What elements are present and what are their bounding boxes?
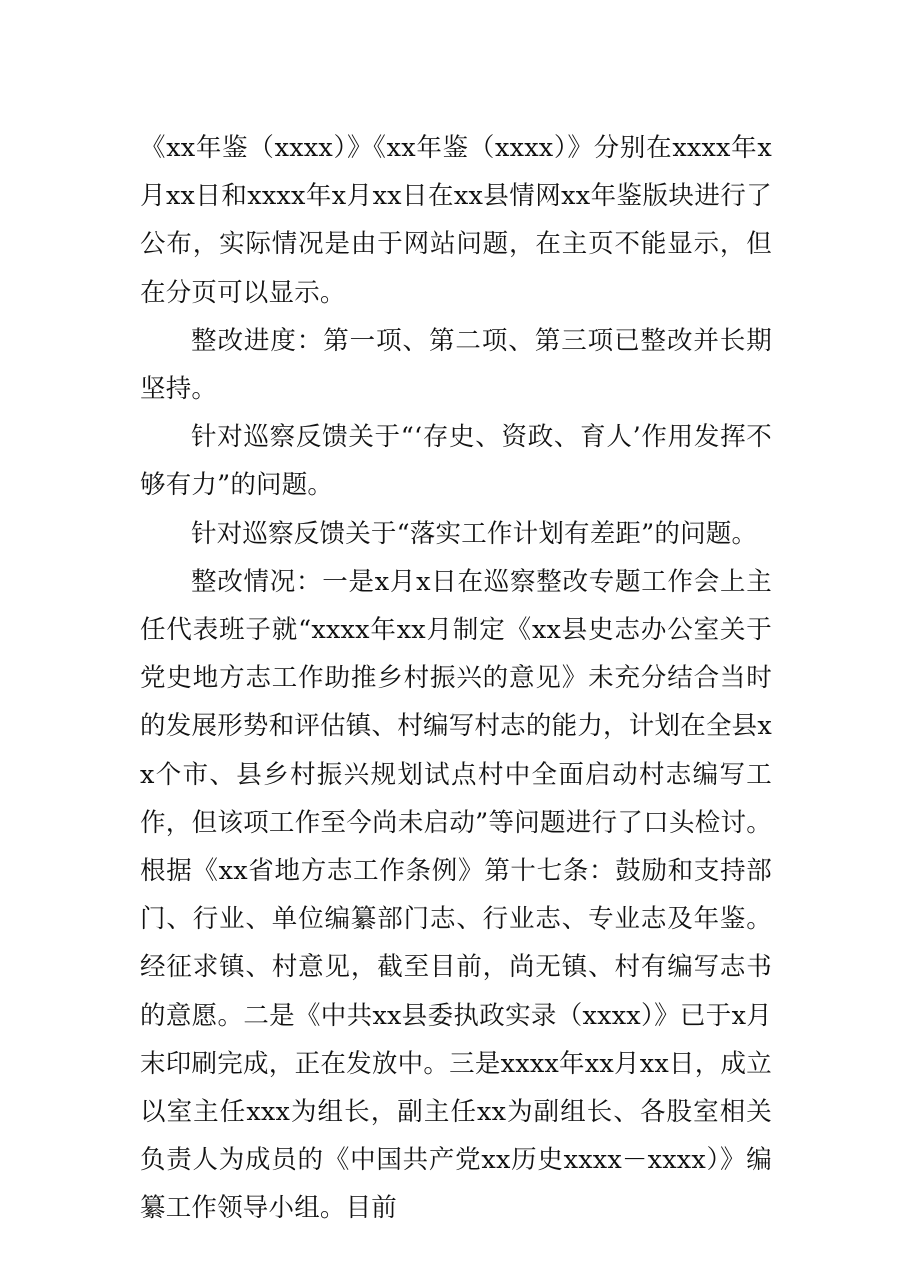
document-body (140, 124, 772, 1233)
paragraph-rectification-progress: 整改进度：第一项、第二项、第三项已整改并长期坚持。 (140, 325, 772, 405)
paragraph-continuation: 《xx年鉴（xxxx）》《xx年鉴（xxxx）》分别在xxxx年x月xx日和xxxx年x月xx日在xx县情网xx年鉴版块进行了公布，实际情况是由于网站问题，在主页不能显示，但在分页可以显示。 (140, 133, 772, 308)
paragraph-issue-role: 针对巡察反馈关于“‘存史、资政、育人’作用发挥不够有力”的问题。 (140, 422, 772, 501)
paragraph-rectification-status: 整改情况：一是x月x日在巡察整改专题工作会上主任代表班子就“xxxx年xx月制定《xx县史志办公室关于党史地方志工作助推乡村振兴的意见》未充分结合当时的发展形势和评估镇、村编写村志的能力，计划在全县xx个市、县乡村振兴规划试点村中全面启动村志编写工作，但该项工作至今尚未启动”等问题进行了口头检讨。根据《xx省地方志工作条例》第十七条：鼓励和支持部门、行业、单位编纂部门志、行业志、专业志及年鉴。经征求镇、村意见，截至目前，尚无镇、村有编写志书的意愿。二是《中共xx县委执政实录（xxxx）》已于x月末印刷完成，正在发放中。三是xxxx年xx月xx日，成立以室主任xxx为组长，副主任xx为副组长、各股室相关负责人为成员的《中国共产党xx历史xxxx－xxxx）》编纂工作领导小组。目前 (140, 566, 772, 1224)
paragraph-issue-work-plan: 针对巡察反馈关于“落实工作计划有差距”的问题。 (191, 518, 758, 549)
